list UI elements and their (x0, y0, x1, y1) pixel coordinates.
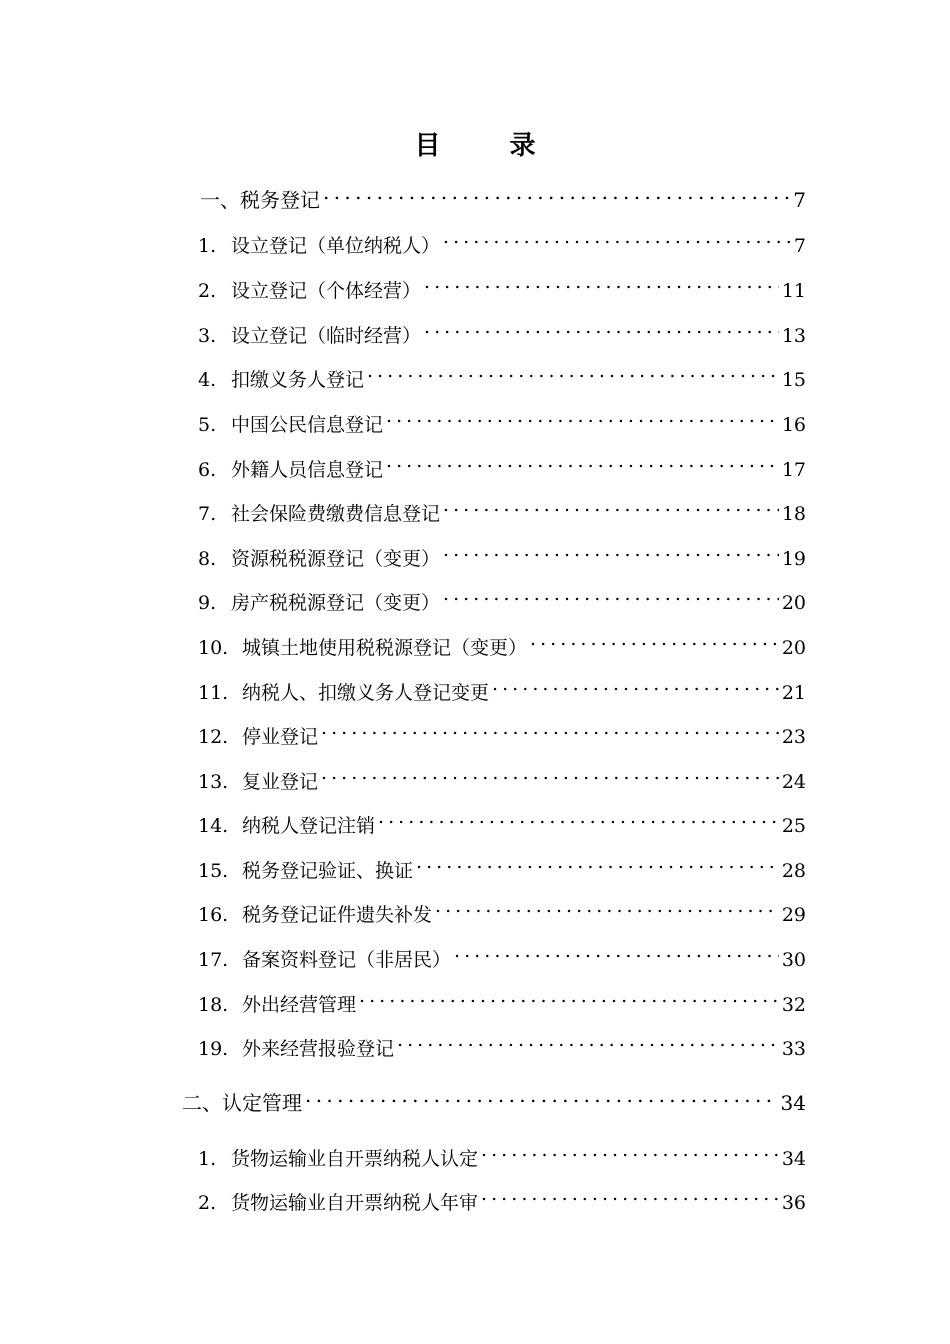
toc-entry-page-number: 28 (781, 860, 806, 882)
toc-entry-number: 13. (198, 771, 229, 793)
toc-entry-number: 15. (198, 860, 229, 882)
toc-entry (198, 713, 806, 748)
toc-entry-page-number: 33 (781, 1038, 806, 1060)
toc-entry-label: 外出经营管理 (242, 994, 357, 1016)
toc-entry-number: 10. (198, 637, 229, 659)
toc-entry-label: 纳税人登记注销 (242, 815, 376, 837)
toc-entry-number: 一、 (200, 188, 240, 212)
toc-entry (198, 669, 806, 704)
toc-entry (198, 1179, 806, 1214)
toc-entry (198, 356, 806, 391)
toc-entry-page-number: 30 (781, 949, 806, 971)
toc-entry (198, 535, 806, 570)
toc-entry-label: 社会保险费缴费信息登记 (231, 503, 441, 525)
toc-entry-label: 复业登记 (242, 771, 319, 793)
toc-dot-leader (435, 891, 779, 921)
toc-entry-label: 纳税人、扣缴义务人登记变更 (242, 682, 490, 704)
toc-dot-leader (443, 490, 779, 520)
toc-entry (198, 936, 806, 971)
toc-entry-number: 5. (198, 414, 217, 436)
toc-dot-leader (321, 758, 779, 788)
toc-entry-page-number: 11 (781, 280, 806, 302)
toc-entry-number: 11. (198, 682, 229, 704)
toc-entry-page-number: 32 (781, 994, 806, 1016)
toc-entry-number: 19. (198, 1038, 229, 1060)
toc-dot-leader (481, 1179, 779, 1209)
toc-dot-leader (443, 535, 779, 565)
toc-entry-page-number: 19 (781, 548, 806, 570)
toc-entry-label: 设立登记（单位纳税人） (231, 235, 441, 257)
toc-entry-label: 货物运输业自开票纳税人年审 (231, 1192, 479, 1214)
toc-entry-page-number: 16 (781, 414, 806, 436)
toc-entry-number: 8. (198, 548, 217, 570)
toc-entry-page-number: 29 (781, 904, 806, 926)
toc-entry-label: 房产税税源登记（变更） (231, 592, 441, 614)
toc-entry-label: 税务登记验证、换证 (242, 860, 414, 882)
toc-entry (198, 847, 806, 882)
toc-entry (198, 490, 806, 525)
toc-dot-leader (305, 1080, 778, 1110)
toc-dot-leader (386, 446, 779, 476)
toc-title: 目 录 (414, 131, 566, 161)
toc-entry-page-number: 13 (781, 325, 806, 347)
toc-entry-label: 设立登记（个体经营） (231, 280, 422, 302)
toc-dot-leader (424, 267, 779, 297)
toc-entry (198, 446, 806, 481)
toc-entry (198, 222, 806, 257)
toc-entry-number: 1. (198, 235, 217, 257)
toc-entry (198, 1025, 806, 1060)
toc-dot-leader (386, 401, 779, 431)
toc-entry-number: 14. (198, 815, 229, 837)
toc-entry-label: 停业登记 (242, 726, 319, 748)
toc-entry-label: 备案资料登记（非居民） (242, 949, 452, 971)
toc-dot-leader (454, 936, 779, 966)
toc-entry (198, 758, 806, 793)
toc-entry (198, 401, 806, 436)
toc-entry-label: 货物运输业自开票纳税人认定 (231, 1148, 479, 1170)
toc-entry-page-number: 7 (793, 188, 806, 212)
toc-entry-page-number: 17 (781, 459, 806, 481)
toc-entry-label: 外来经营报验登记 (242, 1038, 395, 1060)
toc-entry (198, 1135, 806, 1170)
toc-entry-page-number: 7 (793, 235, 806, 257)
toc-entry-page-number: 24 (781, 771, 806, 793)
toc-entry-label: 扣缴义务人登记 (231, 369, 365, 391)
toc-entry-page-number: 20 (781, 592, 806, 614)
toc-entry (198, 267, 806, 302)
toc-entry (182, 1080, 806, 1115)
toc-entry-number: 17. (198, 949, 229, 971)
toc-dot-leader (321, 713, 779, 743)
toc-dot-leader (481, 1135, 779, 1165)
toc-entry-label: 外籍人员信息登记 (231, 459, 384, 481)
toc-entry-page-number: 20 (781, 637, 806, 659)
toc-entry-label: 设立登记（临时经营） (231, 325, 422, 347)
toc-entry-page-number: 18 (781, 503, 806, 525)
toc-entry-page-number: 15 (781, 369, 806, 391)
toc-dot-leader (397, 1025, 779, 1055)
toc-dot-leader (424, 312, 779, 342)
toc-entry (198, 312, 806, 347)
toc-dot-leader (323, 177, 790, 207)
toc-dot-leader (359, 981, 779, 1011)
toc-dot-leader (378, 802, 779, 832)
toc-entry-label: 城镇土地使用税税源登记（变更） (242, 637, 528, 659)
toc-entry-page-number: 34 (781, 1148, 806, 1170)
toc-entry-page-number: 23 (781, 726, 806, 748)
toc-entry (198, 891, 806, 926)
toc-entry-number: 4. (198, 369, 217, 391)
toc-entry (198, 802, 806, 837)
toc-entry-label: 税务登记 (240, 188, 320, 212)
toc-entry-number: 2. (198, 280, 217, 302)
toc-dot-leader (492, 669, 779, 699)
toc-entry (200, 177, 806, 212)
toc-dot-leader (443, 579, 779, 609)
toc-entry-label: 资源税税源登记（变更） (231, 548, 441, 570)
toc-entry-label: 认定管理 (222, 1091, 302, 1115)
toc-entry-number: 1. (198, 1148, 217, 1170)
toc-entry-number: 16. (198, 904, 229, 926)
toc-entry-number: 2. (198, 1192, 217, 1214)
toc-entry-label: 税务登记证件遗失补发 (242, 904, 433, 926)
toc-entry-page-number: 21 (781, 682, 806, 704)
toc-entry-number: 9. (198, 592, 217, 614)
toc-entry (198, 981, 806, 1016)
toc-entry (198, 579, 806, 614)
toc-entry-page-number: 36 (781, 1192, 806, 1214)
toc-entry (198, 624, 806, 659)
toc-entry-number: 二、 (182, 1091, 222, 1115)
toc-dot-leader (530, 624, 779, 654)
toc-dot-leader (443, 222, 791, 252)
toc-entry-number: 12. (198, 726, 229, 748)
toc-dot-leader (416, 847, 779, 877)
toc-entry-number: 18. (198, 994, 229, 1016)
toc-entry-number: 7. (198, 503, 217, 525)
toc-entry-label: 中国公民信息登记 (231, 414, 384, 436)
toc-entry-number: 3. (198, 325, 217, 347)
toc-dot-leader (367, 356, 779, 386)
toc-entry-page-number: 34 (780, 1091, 806, 1115)
toc-entry-page-number: 25 (781, 815, 806, 837)
toc-entry-number: 6. (198, 459, 217, 481)
